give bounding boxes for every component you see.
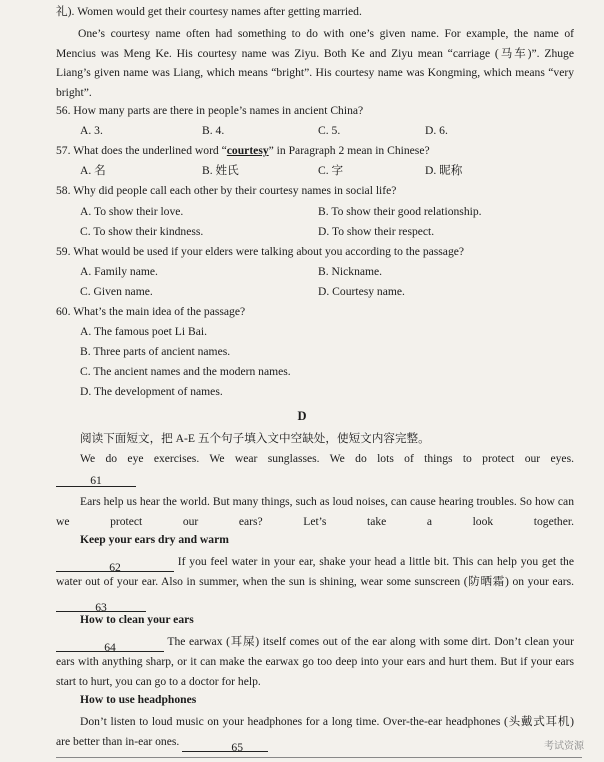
option-59c[interactable]: C. Given name.	[80, 285, 153, 298]
option-60d[interactable]: D. The development of names.	[80, 385, 223, 398]
blank-62[interactable]: 62	[56, 558, 174, 572]
question-57: 57. What does the underlined word “courtesy” in Paragraph 2 mean in Chinese?	[56, 144, 430, 157]
option-60b[interactable]: B. Three parts of ancient names.	[80, 345, 231, 358]
option-57d[interactable]: D. 昵称	[425, 164, 463, 177]
heading-headphones: How to use headphones	[80, 693, 197, 706]
option-57c[interactable]: C. 字	[318, 164, 344, 177]
bottom-divider	[56, 757, 582, 758]
section-d-instruction: 阅读下面短文，把 A-E 五个句子填入文中空缺处，使短文内容完整。	[80, 432, 430, 445]
option-56b[interactable]: B. 4.	[202, 124, 225, 137]
intro-paragraph: One’s courtesy name often had something to do with one’s given name. For example, the name of Mencius was Meng Ke. His courtesy name was Ziyu. Both Ke and Ziyu mean “carriage (马车)”. Zhuge Liang’s given name was Liang, which means “bright”. His courtesy name was Kongming, which means “very bright”.	[56, 27, 574, 99]
option-58c[interactable]: C. To show their kindness.	[80, 225, 204, 238]
section-d-heading: D	[297, 409, 307, 423]
passage-p5: Don’t listen to loud music on your headphones for a long time. Over-the-ear headphones (头戴式耳机) are better than in-ear ones. 65	[56, 715, 574, 754]
option-60c[interactable]: C. The ancient names and the modern names.	[80, 365, 291, 378]
option-58d[interactable]: D. To show their respect.	[318, 225, 435, 238]
heading-dry-warm: Keep your ears dry and warm	[80, 533, 229, 546]
blank-61[interactable]: 61	[56, 473, 136, 487]
question-58: 58. Why did people call each other by their courtesy names in social life?	[56, 184, 397, 197]
watermark: 考试资源	[544, 741, 584, 752]
option-56c[interactable]: C. 5.	[318, 124, 341, 137]
intro-line: 礼). Women would get their courtesy names after getting married.	[56, 5, 362, 18]
option-57b[interactable]: B. 姓氏	[202, 164, 239, 177]
blank-65[interactable]: 65	[182, 738, 268, 752]
question-56: 56. How many parts are there in people’s names in ancient China?	[56, 104, 364, 117]
option-59b[interactable]: B. Nickname.	[318, 265, 383, 278]
option-60a[interactable]: A. The famous poet Li Bai.	[80, 325, 207, 338]
passage-p3: 62 If you feel water in your ear, shake your head a little bit. This can help you get the water out of your ear. Also in summer, when the sun is shining, wear some sunscreen (防晒霜) on your ears. 63	[56, 555, 575, 614]
heading-clean: How to clean your ears	[80, 613, 194, 626]
question-60: 60. What’s the main idea of the passage?	[56, 305, 246, 318]
passage-p4: 64 The earwax (耳屎) itself comes out of the ear along with some dirt. Don’t clean your ears with anything sharp, or it can make the earwax go too deep into your ears and hurt them. But if your ears start to hurt, you can go to a doctor for help.	[56, 635, 574, 688]
blank-64[interactable]: 64	[56, 638, 164, 652]
question-59: 59. What would be used if your elders were talking about you according to the passage?	[56, 245, 465, 258]
passage-p1: We do eye exercises. We wear sunglasses. We do lots of things to protect our eyes.	[80, 452, 574, 465]
passage-p2: Ears help us hear the world. But many things, such as loud noises, can cause hearing troubles. So how can we protect our ears? Let’s take a look together.	[56, 495, 574, 528]
option-58a[interactable]: A. To show their love.	[80, 205, 184, 218]
blank-61-row	[56, 471, 136, 487]
option-57a[interactable]: A. 名	[80, 164, 106, 177]
option-59a[interactable]: A. Family name.	[80, 265, 158, 278]
option-59d[interactable]: D. Courtesy name.	[318, 285, 405, 298]
option-58b[interactable]: B. To show their good relationship.	[318, 205, 482, 218]
blank-63[interactable]: 63	[56, 598, 146, 612]
option-56a[interactable]: A. 3.	[80, 124, 103, 137]
option-56d[interactable]: D. 6.	[425, 124, 448, 137]
